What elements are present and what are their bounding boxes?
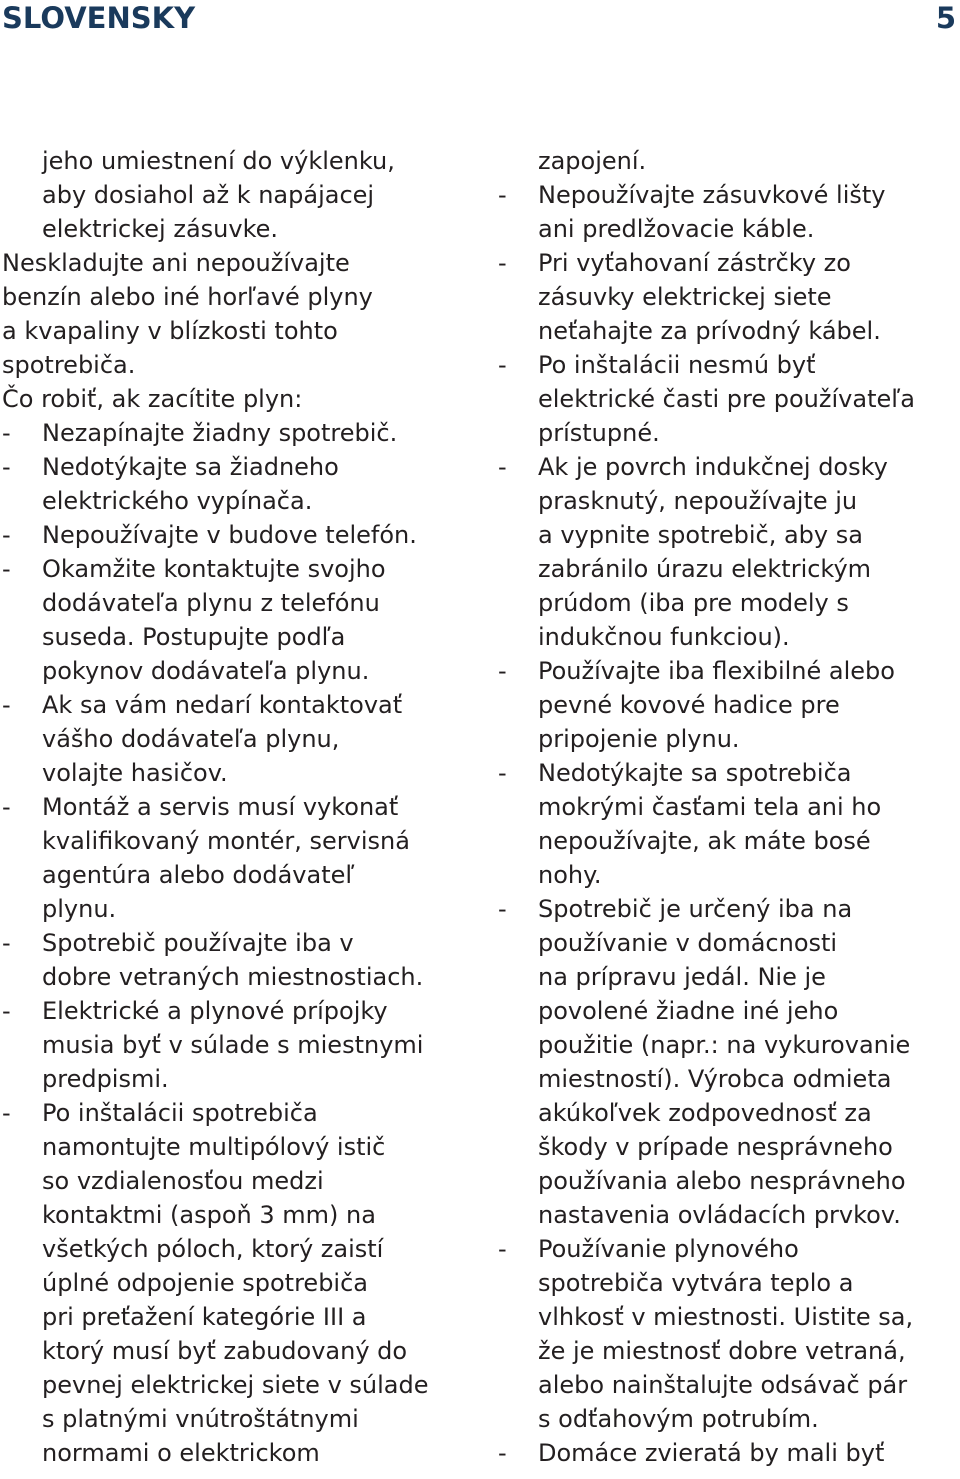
- line-text: Neskladujte ani nepoužívajte: [2, 249, 350, 277]
- line-text: agentúra alebo dodávateľ: [42, 861, 355, 889]
- text-line: [498, 824, 958, 858]
- page-number: 5: [935, 1, 956, 35]
- text-line: [498, 518, 958, 552]
- list-dash: -: [2, 555, 11, 583]
- list-dash: -: [2, 691, 11, 719]
- line-text: plynu.: [42, 895, 117, 923]
- line-text: prístupné.: [538, 419, 660, 447]
- text-line: [2, 1266, 472, 1300]
- list-dash: -: [2, 793, 11, 821]
- line-text: pokynov dodávateľa plynu.: [42, 657, 370, 685]
- text-line: [498, 416, 958, 450]
- text-line: [498, 858, 958, 892]
- line-text: dodávateľa plynu z telefónu: [42, 589, 380, 617]
- list-dash: -: [498, 351, 507, 379]
- line-text: elektrického vypínača.: [42, 487, 313, 515]
- text-line: [2, 1402, 472, 1436]
- list-dash: -: [2, 419, 11, 447]
- text-line: [2, 1062, 472, 1096]
- text-line: [498, 1028, 958, 1062]
- text-line: [498, 722, 958, 756]
- text-line: [2, 1028, 472, 1062]
- text-line: [2, 926, 472, 960]
- text-line: [498, 1198, 958, 1232]
- line-text: Spotrebič používajte iba v: [42, 929, 354, 957]
- text-line: [2, 654, 472, 688]
- line-text: Ak je povrch indukčnej dosky: [538, 453, 888, 481]
- text-line: [2, 212, 472, 246]
- line-text: ktorý musí byť zabudovaný do: [42, 1337, 408, 1365]
- line-text: Pri vyťahovaní zástrčky zo: [538, 249, 851, 277]
- text-line: [2, 416, 472, 450]
- text-line: [498, 654, 958, 688]
- text-line: [2, 756, 472, 790]
- text-line: [2, 314, 472, 348]
- text-line: [2, 382, 472, 416]
- text-line: [2, 586, 472, 620]
- text-line: [2, 620, 472, 654]
- text-line: [2, 1232, 472, 1266]
- text-line: [498, 1300, 958, 1334]
- text-line: [498, 1232, 958, 1266]
- text-line: [498, 280, 958, 314]
- line-text: Používajte iba flexibilné alebo: [538, 657, 895, 685]
- line-text: pevné kovové hadice pre: [538, 691, 840, 719]
- line-text: používania alebo nesprávneho: [538, 1167, 906, 1195]
- left-column: [2, 144, 472, 1470]
- text-line: [2, 280, 472, 314]
- line-text: Čo robiť, ak zacítite plyn:: [2, 385, 303, 413]
- list-dash: -: [498, 759, 507, 787]
- text-line: [498, 178, 958, 212]
- text-line: [498, 1266, 958, 1300]
- text-line: [498, 246, 958, 280]
- text-line: [2, 960, 472, 994]
- line-text: Po inštalácii spotrebiča: [42, 1099, 318, 1127]
- list-dash: -: [2, 929, 11, 957]
- text-line: [498, 892, 958, 926]
- language-heading: SLOVENSKY: [2, 1, 196, 35]
- line-text: spotrebiča.: [2, 351, 136, 379]
- line-text: dobre vetraných miestnostiach.: [42, 963, 424, 991]
- text-line: [2, 1130, 472, 1164]
- text-line: [2, 1164, 472, 1198]
- line-text: kontaktmi (aspoň 3 mm) na: [42, 1201, 376, 1229]
- text-line: [2, 518, 472, 552]
- line-text: vlhkosť v miestnosti. Uistite sa,: [538, 1303, 914, 1331]
- line-text: vášho dodávateľa plynu,: [42, 725, 340, 753]
- line-text: jeho umiestnení do výklenku,: [42, 147, 395, 175]
- line-text: mokrými časťami tela ani ho: [538, 793, 882, 821]
- line-text: predpismi.: [42, 1065, 169, 1093]
- text-line: [498, 484, 958, 518]
- text-line: [498, 1130, 958, 1164]
- line-text: prúdom (iba pre modely s: [538, 589, 849, 617]
- line-text: Ak sa vám nedarí kontaktovať: [42, 691, 403, 719]
- text-line: [498, 1368, 958, 1402]
- text-line: [2, 688, 472, 722]
- line-text: s odťahovým potrubím.: [538, 1405, 819, 1433]
- text-line: [498, 348, 958, 382]
- line-text: so vzdialenosťou medzi: [42, 1167, 324, 1195]
- list-dash: -: [498, 1439, 507, 1467]
- text-line: [498, 1436, 958, 1470]
- list-dash: -: [498, 657, 507, 685]
- text-line: [2, 892, 472, 926]
- text-line: [2, 1436, 472, 1470]
- line-text: indukčnou funkciou).: [538, 623, 790, 651]
- text-line: [498, 994, 958, 1028]
- line-text: zapojení.: [538, 147, 647, 175]
- text-line: [498, 790, 958, 824]
- line-text: alebo nainštalujte odsávač pár: [538, 1371, 908, 1399]
- line-text: nepoužívajte, ak máte bosé: [538, 827, 871, 855]
- line-text: Nepoužívajte zásuvkové lišty: [538, 181, 886, 209]
- list-dash: -: [2, 453, 11, 481]
- line-text: zabránilo úrazu elektrickým: [538, 555, 872, 583]
- text-line: [498, 688, 958, 722]
- line-text: neťahajte za prívodný kábel.: [538, 317, 881, 345]
- line-text: Po inštalácii nesmú byť: [538, 351, 816, 379]
- text-line: [498, 212, 958, 246]
- line-text: nohy.: [538, 861, 602, 889]
- line-text: Okamžite kontaktujte svojho: [42, 555, 386, 583]
- line-text: akúkoľvek zodpovednosť za: [538, 1099, 872, 1127]
- list-dash: -: [2, 997, 11, 1025]
- line-text: normami o elektrickom: [42, 1439, 320, 1467]
- text-line: [2, 994, 472, 1028]
- text-line: [498, 1096, 958, 1130]
- line-text: musia byť v súlade s miestnymi: [42, 1031, 424, 1059]
- line-text: škody v prípade nesprávneho: [538, 1133, 893, 1161]
- line-text: Používanie plynového: [538, 1235, 799, 1263]
- text-line: [2, 178, 472, 212]
- line-text: že je miestnosť dobre vetraná,: [538, 1337, 906, 1365]
- list-dash: -: [498, 181, 507, 209]
- line-text: úplné odpojenie spotrebiča: [42, 1269, 369, 1297]
- text-line: [2, 450, 472, 484]
- line-text: Nezapínajte žiadny spotrebič.: [42, 419, 398, 447]
- text-line: [498, 1164, 958, 1198]
- text-line: [2, 824, 472, 858]
- text-line: [498, 926, 958, 960]
- line-text: pripojenie plynu.: [538, 725, 740, 753]
- list-dash: -: [2, 521, 11, 549]
- line-text: suseda. Postupujte podľa: [42, 623, 346, 651]
- text-line: [2, 1368, 472, 1402]
- line-text: miestností). Výrobca odmieta: [538, 1065, 892, 1093]
- text-line: [498, 756, 958, 790]
- list-dash: -: [2, 1099, 11, 1127]
- line-text: nastavenia ovládacích prvkov.: [538, 1201, 901, 1229]
- line-text: Montáž a servis musí vykonať: [42, 793, 399, 821]
- text-line: [2, 348, 472, 382]
- text-line: [2, 1334, 472, 1368]
- text-line: [498, 144, 958, 178]
- text-line: [498, 960, 958, 994]
- text-line: [2, 484, 472, 518]
- right-column: [498, 144, 958, 1470]
- line-text: a vypnite spotrebič, aby sa: [538, 521, 863, 549]
- line-text: aby dosiahol až k napájacej: [42, 181, 375, 209]
- line-text: spotrebiča vytvára teplo a: [538, 1269, 854, 1297]
- line-text: použitie (napr.: na vykurovanie: [538, 1031, 911, 1059]
- line-text: Nedotýkajte sa spotrebiča: [538, 759, 852, 787]
- text-line: [2, 1096, 472, 1130]
- line-text: elektrické časti pre používateľa: [538, 385, 915, 413]
- text-line: [498, 382, 958, 416]
- line-text: benzín alebo iné horľavé plyny: [2, 283, 373, 311]
- text-line: [498, 314, 958, 348]
- line-text: s platnými vnútroštátnymi: [42, 1405, 359, 1433]
- line-text: používanie v domácnosti: [538, 929, 838, 957]
- line-text: na prípravu jedál. Nie je: [538, 963, 826, 991]
- line-text: Spotrebič je určený iba na: [538, 895, 853, 923]
- text-line: [2, 790, 472, 824]
- line-text: prasknutý, nepoužívajte ju: [538, 487, 858, 515]
- text-line: [498, 1334, 958, 1368]
- text-line: [2, 144, 472, 178]
- text-line: [2, 552, 472, 586]
- text-line: [2, 1198, 472, 1232]
- text-line: [498, 1402, 958, 1436]
- text-line: [2, 1300, 472, 1334]
- text-line: [498, 552, 958, 586]
- line-text: Nepoužívajte v budove telefón.: [42, 521, 417, 549]
- line-text: a kvapaliny v blízkosti tohto: [2, 317, 338, 345]
- line-text: kvalifikovaný montér, servisná: [42, 827, 410, 855]
- line-text: všetkých póloch, ktorý zaistí: [42, 1235, 384, 1263]
- line-text: Elektrické a plynové prípojky: [42, 997, 388, 1025]
- line-text: namontujte multipólový istič: [42, 1133, 386, 1161]
- line-text: ani predlžovacie káble.: [538, 215, 815, 243]
- list-dash: -: [498, 895, 507, 923]
- list-dash: -: [498, 453, 507, 481]
- text-line: [498, 586, 958, 620]
- line-text: volajte hasičov.: [42, 759, 228, 787]
- line-text: pri preťažení kategórie III a: [42, 1303, 367, 1331]
- line-text: zásuvky elektrickej siete: [538, 283, 832, 311]
- line-text: pevnej elektrickej siete v súlade: [42, 1371, 429, 1399]
- text-line: [498, 1062, 958, 1096]
- text-line: [498, 450, 958, 484]
- list-dash: -: [498, 1235, 507, 1263]
- line-text: elektrickej zásuvke.: [42, 215, 279, 243]
- page-header: [0, 0, 960, 36]
- text-line: [498, 620, 958, 654]
- list-dash: -: [498, 249, 507, 277]
- text-line: [2, 722, 472, 756]
- text-line: [2, 246, 472, 280]
- text-line: [2, 858, 472, 892]
- line-text: Domáce zvieratá by mali byť: [538, 1439, 885, 1467]
- line-text: povolené žiadne iné jeho: [538, 997, 839, 1025]
- line-text: Nedotýkajte sa žiadneho: [42, 453, 339, 481]
